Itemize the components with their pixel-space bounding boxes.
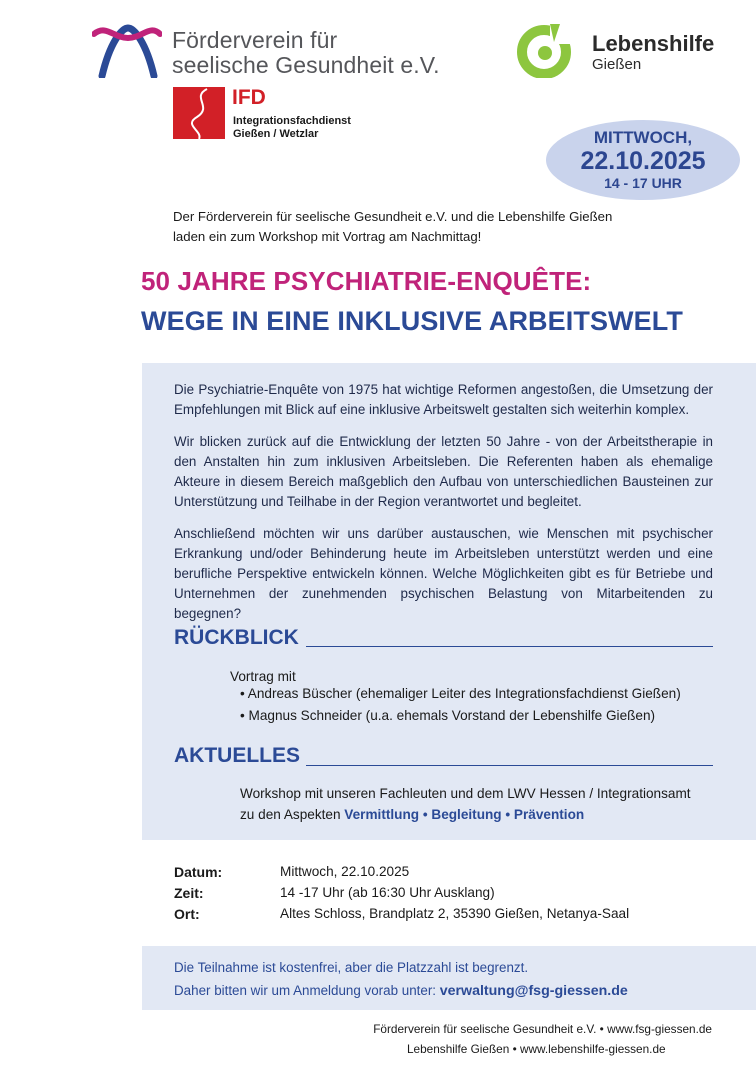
body-paragraph-1: Die Psychiatrie-Enquête von 1975 hat wichtige Reformen angestoßen, die Umsetzung der Empfehlungen mit Blick auf eine inklusive Arbeitswelt gestalten sich weiterhin komplex. bbox=[174, 382, 713, 417]
section-rule bbox=[306, 765, 713, 766]
vortrag-intro: Vortrag mit bbox=[230, 669, 296, 684]
fsg-name bbox=[172, 28, 440, 78]
lebenshilfe-city: Gießen bbox=[592, 56, 642, 73]
intro-line2: laden ein zum Workshop mit Vortrag am Nachmittag! bbox=[173, 229, 482, 244]
section-rule bbox=[306, 646, 713, 647]
intro-text bbox=[173, 207, 612, 247]
section-heading-rueckblick: RÜCKBLICK bbox=[174, 626, 299, 649]
datum-value: Mittwoch, 22.10.2025 bbox=[280, 864, 410, 879]
page-title-line1: 50 JAHRE PSYCHIATRIE-ENQUÊTE: bbox=[141, 266, 592, 296]
fsg-name-line1: Förderverein für bbox=[172, 27, 338, 53]
ifd-subtitle-line1: Integrationsfachdienst bbox=[233, 115, 351, 127]
notice-panel bbox=[142, 946, 756, 1010]
date-badge-time: 14 - 17 UHR bbox=[604, 175, 682, 191]
footer-fsg: Förderverein für seelische Gesundheit e.V. • www.fsg-giessen.de bbox=[373, 1022, 712, 1036]
intro-line1: Der Förderverein für seelische Gesundheit e.V. und die Lebenshilfe Gießen bbox=[173, 209, 613, 224]
ifd-logo bbox=[173, 87, 225, 139]
body-paragraph-2: Wir blicken zurück auf die Entwicklung der letzten 50 Jahre - von der Arbeitstherapie in den Anstalten hin zum inklusiven Arbeitsleben. Die Referenten haben als ehemalige Akteure in diesem Bereich maßgeblich den Aufbau von unterschiedlichen Bausteinen zur Unterstützung und Teilhabe in der Region verantwortet und begleitet. bbox=[174, 434, 713, 509]
notice-line2 bbox=[174, 983, 628, 999]
datum-label: Datum: bbox=[174, 864, 223, 880]
ifd-wave-icon bbox=[173, 87, 225, 139]
zeit-value: 14 -17 Uhr (ab 16:30 Uhr Ausklang) bbox=[280, 885, 495, 900]
date-badge bbox=[546, 120, 740, 200]
lebenshilfe-name: Lebenshilfe bbox=[592, 31, 715, 56]
footer-lebenshilfe: Lebenshilfe Gießen • www.lebenshilfe-giessen.de bbox=[407, 1042, 666, 1056]
lebenshilfe-logo bbox=[514, 20, 578, 78]
body-paragraph-3: Anschließend möchten wir uns darüber austauschen, wie Menschen mit psychischer Erkrankung und/oder Behinderung heute im Arbeitsleben unterstützt werden und eine berufliche Perspektive entwickeln können. Welche Möglichkeiten gibt es für Betriebe und Unternehmen der zunehmenden psychischen Belastung von Mitarbeitenden zu begegnen? bbox=[174, 526, 713, 621]
notice-line1: Die Teilnahme ist kostenfrei, aber die Platzzahl ist begrenzt. bbox=[174, 960, 529, 975]
speaker-item: • Andreas Büscher (ehemaliger Leiter des Integrationsfachdienst Gießen) bbox=[240, 686, 681, 701]
ifd-title: IFD bbox=[232, 86, 266, 109]
zeit-label: Zeit: bbox=[174, 885, 204, 901]
workshop-line2-prefix: zu den Aspekten bbox=[240, 807, 345, 822]
speaker-item: • Magnus Schneider (u.a. ehemals Vorstand der Lebenshilfe Gießen) bbox=[240, 708, 656, 723]
workshop-aspects: Vermittlung • Begleitung • Prävention bbox=[344, 807, 585, 822]
workshop-line2 bbox=[240, 807, 584, 822]
notice-line2-prefix: Daher bitten wir um Anmeldung vorab unter: bbox=[174, 983, 440, 998]
section-heading-aktuelles: AKTUELLES bbox=[174, 744, 300, 767]
fsg-logo bbox=[92, 22, 162, 78]
page-title-line2: WEGE IN EINE INKLUSIVE ARBEITSWELT bbox=[141, 306, 683, 336]
ifd-subtitle bbox=[233, 115, 351, 141]
ort-label: Ort: bbox=[174, 906, 200, 922]
date-badge-weekday: MITTWOCH, bbox=[593, 128, 693, 147]
fsg-name-line2: seelische Gesundheit e.V. bbox=[172, 52, 440, 78]
ort-value: Altes Schloss, Brandplatz 2, 35390 Gießen, Netanya-Saal bbox=[280, 906, 630, 921]
date-badge-date: 22.10.2025 bbox=[580, 147, 706, 175]
workshop-line1: Workshop mit unseren Fachleuten und dem LWV Hessen / Integrationsamt bbox=[240, 786, 691, 801]
registration-email-link[interactable]: verwaltung@fsg-giessen.de bbox=[439, 983, 628, 999]
ifd-subtitle-line2: Gießen / Wetzlar bbox=[233, 128, 319, 140]
